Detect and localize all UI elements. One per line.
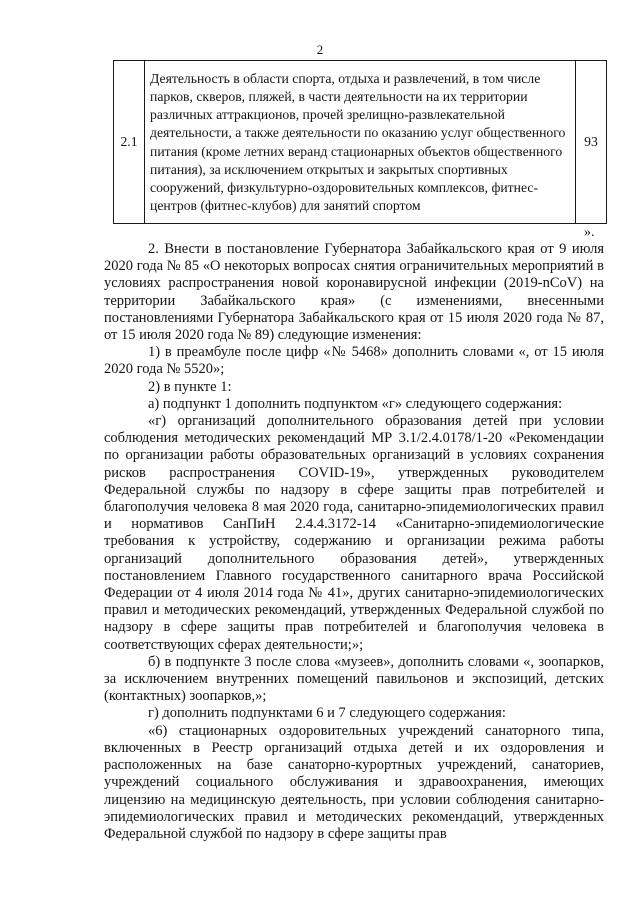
paragraph-subpoint-b: б) в подпункте 3 после слова «музеев», дополнить словами «, зоопарков, за исключением внутренних помещений павильонов и экспозиций, детских (контактных) зоопарков,»; xyxy=(104,653,604,705)
measures-table xyxy=(113,60,607,224)
paragraph-point-1: 2) в пункте 1: xyxy=(148,378,232,395)
row-description-cell: Деятельность в области спорта, отдыха и развлечений, в том числе парков, скверов, пляжей, в части деятельности на их территории различных аттракционов, прочей зрелищно-развлекательной деятельности, а также деятельности по оказанию услуг общественного питания (кроме летних веранд стационарных объектов общественного питания), за исключением открытых и закрытых спортивных сооружений, физкультурно-оздоровительных комплексов, фитнес-центров (фитнес-клубов) для занятий спортом xyxy=(145,61,576,224)
page-number: 2 xyxy=(316,42,324,57)
paragraph-preamble-change: 1) в преамбуле после цифр «№ 5468» дополнить словами «, от 15 июля 2020 года № 5520»; xyxy=(104,344,604,378)
document-body xyxy=(104,241,604,843)
paragraph-subpoint-a: а) подпункт 1 дополнить подпунктом «г» следующего содержания: xyxy=(148,395,563,412)
closing-quote: ». xyxy=(584,225,595,240)
table-row xyxy=(114,61,607,224)
paragraph-subpoint-g-text: «г) организаций дополнительного образования детей при условии соблюдения методических рекомендаций МР 3.1/2.4.0178/1-20 «Рекомендации по организации работы образовательных организаций в условиях сохранения рисков распространения COVID-19», утвержденных руководителем Федеральной службы по надзору в сфере защиты прав потребителей и благополучия человека 8 мая 2020 года, санитарно-эпидемиологических правил и нормативов СанПиН 2.4.4.3172-14 «Санитарно-эпидемиологические требования к устройству, содержанию и организации режима работы организаций дополнительного образования детей», утвержденных постановлением Главного государственного санитарного врача Российской Федерации от 4 июля 2014 года № 41», других санитарно-эпидемиологических правил и методических рекомендаций, утвержденных Федеральной службой по надзору в сфере защиты прав потребителей и благополучия человека в соответствующих сферах деятельности;»; xyxy=(104,413,604,653)
row-value-cell: 93 xyxy=(576,61,607,224)
row-number-cell: 2.1 xyxy=(114,61,145,224)
paragraph-subpoints-6-7: г) дополнить подпунктами 6 и 7 следующего содержания: xyxy=(148,705,506,722)
paragraph-amendment-intro: 2. Внести в постановление Губернатора Забайкальского края от 9 июля 2020 года № 85 «О некоторых вопросах снятия ограничительных мероприятий в условиях распространения новой коронавирусной инфекции (2019-nCoV) на территории Забайкальского края» (с изменениями, внесенными постановлениями Губернатора Забайкальского края от 15 июля 2020 года № 87, от 15 июля 2020 года № 89) следующие изменения: xyxy=(104,241,604,344)
paragraph-subpoint-6-text: «6) стационарных оздоровительных учреждений санаторного типа, включенных в Реестр организаций отдыха детей и их оздоровления и расположенных на базе санаторно-курортных учреждений, санаториев, учреждений социального обслуживания и здравоохранения, имеющих лицензию на медицинскую деятельность, при условии соблюдения санитарно-эпидемиологических правил и методических рекомендаций, утвержденных Федеральной службой по надзору в сфере защиты прав xyxy=(104,722,604,842)
